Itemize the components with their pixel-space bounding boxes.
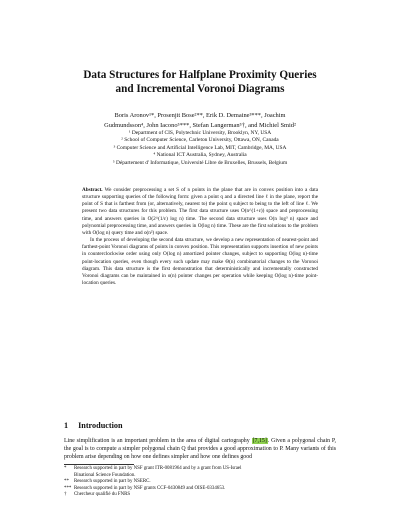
footnote-text: Research supported in part by NSF grants CCF-0430849 and OISE-0334653.	[74, 485, 226, 491]
authors-line-2: Gudmundsson⁴, John Iacono⁵***, Stefan Langerman⁵†, and Michiel Smid²	[104, 121, 296, 129]
abstract-label: Abstract.	[82, 187, 103, 193]
title-line-2: and Incremental Voronoi Diagrams	[115, 83, 285, 95]
footnotes	[64, 466, 336, 499]
abstract	[82, 187, 318, 287]
affiliations	[55, 130, 345, 167]
citation-link[interactable]: [7,15]	[252, 438, 267, 444]
section-number: 1	[64, 421, 69, 430]
authors-line-1: Boris Aronov¹*, Prosenjit Bose²**, Erik D. Demaine³***, Joachim	[114, 112, 286, 119]
affiliation-4: ⁴ National ICT Australia, Sydney, Australia	[153, 152, 247, 159]
footnote-mark: **	[64, 479, 69, 485]
abstract-paragraph-2: In the process of developing the second data structure, we develop a new representation of nearest-point and farthest-point Voronoi diagrams of points in convex position. This representation supports insertion of new points in counterclockwise order using only O(log n) amortized pointer changes, subject to supporting O(log n)-time point-location queries, even though every such update may make Θ(n) combinatorial changes to the Voronoi diagram. This data structure is the first demonstration that deterministically and incrementally constructed Voronoi diagrams can be maintained in o(n) pointer changes per operation while keeping O(log n)-time point-location queries.	[82, 237, 318, 287]
footnote-mark: †	[64, 492, 67, 498]
affiliation-5: ⁵ Département d' Informatique, Université Libre de Bruxelles, Brussels, Belgium	[112, 159, 288, 166]
intro-paragraph	[64, 437, 336, 461]
author-list	[52, 111, 348, 130]
footnote-text: Research supported in part by NSERC.	[74, 479, 151, 485]
title-line-1: Data Structures for Halfplane Proximity Queries	[83, 69, 317, 81]
footnote-mark: ***	[64, 485, 72, 491]
footnote-rule	[64, 464, 134, 465]
footnote-text: Chercheur qualifié du FNRS	[74, 492, 131, 498]
affiliation-3: ³ Computer Science and Artificial Intelligence Lab, MIT, Cambridge, MA, USA	[113, 144, 287, 151]
footnote-mark: *	[64, 466, 67, 471]
affiliation-1: ¹ Department of CIS, Polytechnic University, Brooklyn, NY, USA	[128, 130, 272, 136]
section-title: Introduction	[78, 421, 123, 430]
intro-text-2: . Given a polygonal chain P, the goal is to compute a simpler polygonal chain Q that provides a good approximation to P. Many variants of this problem arise depending on how one defines simpler and how one defines good	[64, 438, 336, 460]
footnote-2	[64, 479, 336, 486]
footnote-4	[64, 492, 336, 499]
footnote-1-continuation: Binational Science Foundation.	[74, 472, 136, 478]
section-heading	[64, 421, 123, 430]
footnote-3	[64, 486, 336, 493]
abstract-paragraph-1	[82, 187, 318, 237]
footnote-text: Research supported in part by NSF grant ITR-0081964 and by a grant from US-Israel	[74, 466, 242, 471]
footnote-1	[64, 466, 336, 473]
paper-title	[40, 68, 360, 96]
abstract-text-1: We consider preprocessing a set S of n points in the plane that are in convex position into a data structure supporting queries of the following form: given a point q and a directed line ℓ in the plane, report the point of S that is farthest from (or, alternatively, nearest to) the point q subject to being to the left of line ℓ. We present two data structures for this problem. The first data structure uses O(n^(1+ε)) space and preprocessing time, and answers queries in O(2^(1/ε) log n) time. The second data structure uses O(n log³ n) space and polynomial preprocessing time, and answers queries in O(log n) time. These are the first solutions to the problem with O(log n) query time and o(n²) space.	[82, 187, 319, 236]
intro-text-1: Line simplification is an important problem in the area of digital cartography	[64, 438, 250, 444]
affiliation-2: ² School of Computer Science, Carleton University, Ottawa, ON, Canada	[121, 137, 279, 144]
